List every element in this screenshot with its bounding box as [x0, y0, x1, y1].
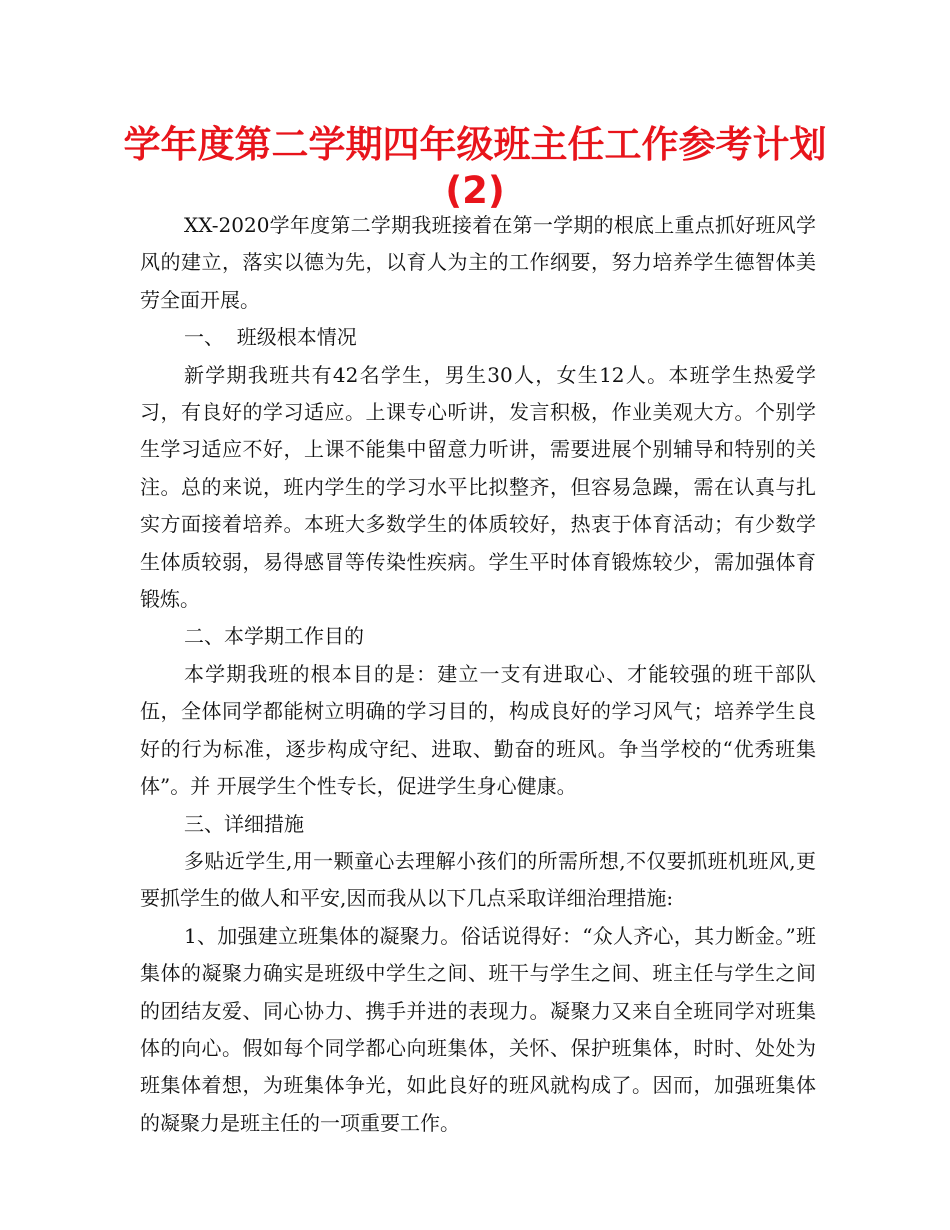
document-body	[140, 207, 816, 1142]
section-heading-class-situation: 一、 班级根本情况	[184, 325, 357, 350]
class-situation-paragraph: 新学期我班共有42名学生，男生30人，女生12人。本班学生热爱学习，有良好的学习适应。上课专心听讲，发言积极，作业美观大方。个别学生学习适应不好，上课不能集中留意力听讲，需要进展个别辅导和特别的关注。总的来说，班内学生的学习水平比拟整齐，但容易急躁，需在认真与扎实方面接着培养。本班大多数学生的体质较好，热衷于体育活动；有少数学生体质较弱，易得感冒等传染性疾病。学生平时体育锻炼较少，需加强体育锻炼。	[140, 362, 816, 612]
measures-intro-paragraph: 多贴近学生,用一颗童心去理解小孩们的所需所想,不仅要抓班机班风,更要抓学生的做人和平安,因而我从以下几点采取详细治理措施:	[140, 848, 816, 911]
section-heading-goals: 二、本学期工作目的	[184, 624, 364, 649]
goals-paragraph: 本学期我班的根本目的是：建立一支有进取心、才能较强的班干部队伍，全体同学都能树立明确的学习目的，构成良好的学习风气；培养学生良好的行为标准，逐步构成守纪、进取、勤奋的班风。争当学校的“优秀班集体”。并 开展学生个性专长，促进学生身心健康。	[140, 661, 816, 799]
measure-1-paragraph: 1、加强建立班集体的凝聚力。俗话说得好：“众人齐心，其力断金。”班集体的凝聚力确实是班级中学生之间、班干与学生之间、班主任与学生之间的团结友爱、同心协力、携手并进的表现力。凝聚力又来自全班同学对班集体的向心。假如每个同学都心向班集体，关怀、保护班集体，时时、处处为班集体着想，为班集体争光，如此良好的班风就构成了。因而，加强班集体的凝聚力是班主任的一项重要工作。	[140, 923, 816, 1135]
document-title: 学年度第二学期四年级班主任工作参考计划 (2)	[123, 123, 827, 212]
intro-paragraph: XX-2020学年度第二学期我班接着在第一学期的根底上重点抓好班风学风的建立，落实以德为先，以育人为主的工作纲要，努力培养学生德智体美劳全面开展。	[140, 213, 816, 312]
section-heading-measures: 三、详细措施	[184, 811, 304, 836]
